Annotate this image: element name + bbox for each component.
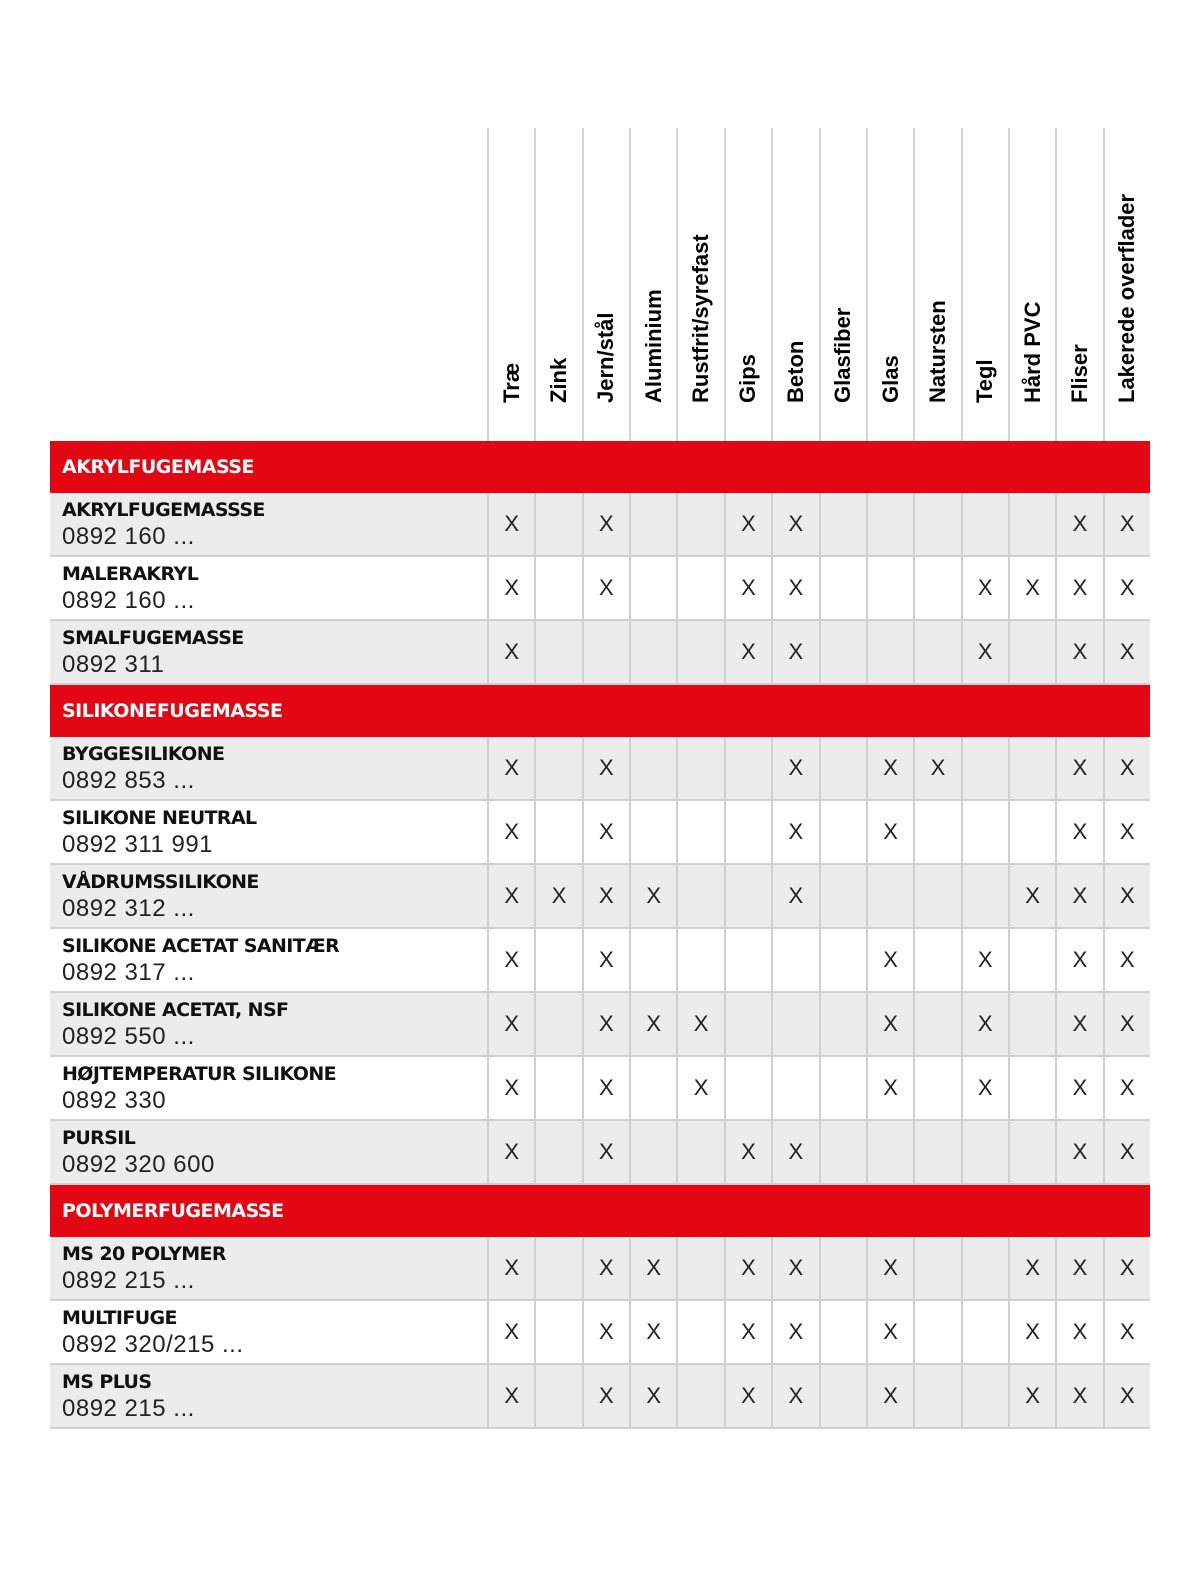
- product-code: 0892 312 ...: [62, 895, 195, 922]
- compat-cell: X: [724, 1365, 771, 1427]
- product-cell: [50, 621, 487, 683]
- compat-cell: [913, 557, 960, 619]
- product-cell: [50, 1301, 487, 1363]
- compat-cell: X: [866, 1057, 913, 1119]
- compat-cell: X: [1103, 929, 1150, 991]
- compat-cell: [913, 1301, 960, 1363]
- compat-cell: X: [487, 557, 534, 619]
- compat-cell: X: [724, 1301, 771, 1363]
- product-name: SMALFUGEMASSE: [62, 627, 244, 649]
- table-row: [50, 929, 1150, 993]
- compat-cell: X: [487, 993, 534, 1055]
- compat-cell: X: [1055, 1365, 1102, 1427]
- compat-cell: X: [582, 1057, 629, 1119]
- compat-cell: X: [487, 737, 534, 799]
- compat-cell: [629, 929, 676, 991]
- compat-cell: X: [1055, 865, 1102, 927]
- compat-cell: [771, 1057, 818, 1119]
- compat-cell: [629, 621, 676, 683]
- compat-cell: X: [1103, 801, 1150, 863]
- compat-cell: [819, 1301, 866, 1363]
- compat-cell: X: [1103, 1121, 1150, 1183]
- compat-cell: X: [1055, 993, 1102, 1055]
- product-code: 0892 160 ...: [62, 587, 195, 614]
- product-name: VÅDRUMSSILIKONE: [62, 871, 259, 893]
- product-cell: [50, 1057, 487, 1119]
- column-header: [913, 128, 960, 441]
- column-header-label: Jern/stål: [593, 312, 619, 403]
- product-name: SILIKONE NEUTRAL: [62, 807, 257, 829]
- compat-cell: [1008, 621, 1055, 683]
- compat-cell: [534, 621, 581, 683]
- compat-cell: [534, 929, 581, 991]
- column-header-label: Beton: [782, 340, 808, 403]
- compat-cell: [534, 1365, 581, 1427]
- compat-cell: X: [676, 993, 723, 1055]
- column-header: [1055, 128, 1102, 441]
- compat-cell: X: [1103, 865, 1150, 927]
- compat-cell: [534, 1301, 581, 1363]
- compat-cell: [629, 1121, 676, 1183]
- product-code: 0892 853 ...: [62, 767, 195, 794]
- column-header: [676, 128, 723, 441]
- column-header-label: Tegl: [972, 359, 998, 403]
- column-header: [724, 128, 771, 441]
- column-header-label: Fliser: [1066, 344, 1092, 403]
- compat-cell: X: [866, 929, 913, 991]
- compat-cell: X: [771, 621, 818, 683]
- compat-cell: [676, 493, 723, 555]
- compat-cell: X: [913, 737, 960, 799]
- compat-cell: [582, 621, 629, 683]
- compat-cell: X: [1055, 557, 1102, 619]
- compat-cell: X: [487, 801, 534, 863]
- compat-cell: [913, 1365, 960, 1427]
- compat-cell: [866, 493, 913, 555]
- compat-cell: X: [1055, 737, 1102, 799]
- product-cell: [50, 1237, 487, 1299]
- compat-cell: [724, 865, 771, 927]
- compat-cell: X: [866, 1237, 913, 1299]
- column-header: [1103, 128, 1150, 441]
- compat-cell: X: [487, 1121, 534, 1183]
- product-code: 0892 320 600: [62, 1151, 215, 1178]
- compat-cell: [1008, 929, 1055, 991]
- compat-cell: X: [771, 1237, 818, 1299]
- compat-cell: X: [1055, 1237, 1102, 1299]
- compat-cell: [724, 737, 771, 799]
- compat-cell: [866, 621, 913, 683]
- compat-cell: X: [771, 1301, 818, 1363]
- product-cell: [50, 737, 487, 799]
- compat-cell: X: [1008, 865, 1055, 927]
- product-name: SILIKONE ACETAT SANITÆR: [62, 935, 340, 957]
- product-code: 0892 160 ...: [62, 523, 195, 550]
- table-row: [50, 993, 1150, 1057]
- compat-cell: [534, 557, 581, 619]
- compat-cell: X: [724, 621, 771, 683]
- compat-cell: [629, 737, 676, 799]
- product-code: 0892 317 ...: [62, 959, 195, 986]
- compat-cell: [676, 621, 723, 683]
- column-header: [771, 128, 818, 441]
- compat-cell: X: [771, 801, 818, 863]
- compat-cell: [676, 1301, 723, 1363]
- compat-cell: X: [724, 1237, 771, 1299]
- compat-cell: X: [961, 621, 1008, 683]
- compat-cell: X: [629, 1237, 676, 1299]
- compat-cell: X: [487, 865, 534, 927]
- column-header: [487, 128, 534, 441]
- column-header-label: Gips: [735, 354, 761, 403]
- compat-cell: [1008, 737, 1055, 799]
- compat-cell: X: [1103, 621, 1150, 683]
- compat-cell: X: [771, 1365, 818, 1427]
- compat-cell: X: [1055, 621, 1102, 683]
- product-name: HØJTEMPERATUR SILIKONE: [62, 1063, 336, 1085]
- product-cell: [50, 1365, 487, 1427]
- compat-cell: X: [961, 1057, 1008, 1119]
- compat-cell: X: [1055, 801, 1102, 863]
- column-header-label: Lakerede overflader: [1114, 193, 1140, 403]
- compat-cell: X: [629, 1365, 676, 1427]
- product-code: 0892 311 991: [62, 831, 214, 858]
- compatibility-table: [50, 128, 1150, 1429]
- product-cell: [50, 865, 487, 927]
- compat-cell: [819, 1121, 866, 1183]
- compat-cell: [724, 1057, 771, 1119]
- compat-cell: [676, 1121, 723, 1183]
- compat-cell: X: [487, 621, 534, 683]
- compat-cell: X: [866, 801, 913, 863]
- product-code: 0892 320/215 ...: [62, 1331, 244, 1358]
- compat-cell: [961, 865, 1008, 927]
- compat-cell: [913, 929, 960, 991]
- table-row: [50, 1057, 1150, 1121]
- compat-cell: [961, 1237, 1008, 1299]
- compat-cell: X: [487, 1365, 534, 1427]
- compat-cell: X: [582, 993, 629, 1055]
- compat-cell: X: [582, 929, 629, 991]
- column-header-label: Træ: [498, 362, 524, 403]
- compat-cell: [961, 737, 1008, 799]
- compat-cell: [819, 865, 866, 927]
- compat-cell: [1008, 993, 1055, 1055]
- compat-cell: X: [629, 993, 676, 1055]
- product-code: 0892 215 ...: [62, 1267, 195, 1294]
- compat-cell: X: [1103, 737, 1150, 799]
- compat-cell: X: [1008, 1237, 1055, 1299]
- compat-cell: X: [1055, 929, 1102, 991]
- compat-cell: [961, 1121, 1008, 1183]
- product-cell: [50, 929, 487, 991]
- table-row: [50, 557, 1150, 621]
- compat-cell: [629, 557, 676, 619]
- compat-cell: X: [1103, 1365, 1150, 1427]
- column-header-label: Rustfrit/syrefast: [688, 234, 714, 403]
- compat-cell: X: [629, 1301, 676, 1363]
- product-name: AKRYLFUGEMASSSE: [62, 499, 265, 521]
- compat-cell: X: [724, 557, 771, 619]
- compat-cell: [819, 801, 866, 863]
- column-header-label: Glas: [877, 355, 903, 403]
- compat-cell: X: [582, 1237, 629, 1299]
- product-code: 0892 330: [62, 1087, 167, 1114]
- table-row: [50, 1237, 1150, 1301]
- compat-cell: X: [724, 493, 771, 555]
- compat-cell: X: [771, 493, 818, 555]
- table-row: [50, 1365, 1150, 1429]
- column-header-label: Zink: [546, 357, 572, 403]
- compat-cell: [534, 1057, 581, 1119]
- column-header: [1008, 128, 1055, 441]
- compat-cell: [534, 1237, 581, 1299]
- product-name: MULTIFUGE: [62, 1307, 177, 1329]
- column-header: [866, 128, 913, 441]
- compat-cell: [819, 493, 866, 555]
- compat-cell: X: [487, 493, 534, 555]
- compat-cell: [771, 993, 818, 1055]
- compat-cell: [724, 993, 771, 1055]
- compat-cell: X: [582, 865, 629, 927]
- table-row: [50, 737, 1150, 801]
- compat-cell: [913, 865, 960, 927]
- compat-cell: X: [1055, 1301, 1102, 1363]
- column-header-label: Natursten: [924, 300, 950, 403]
- compat-cell: [771, 929, 818, 991]
- compat-cell: X: [582, 557, 629, 619]
- compat-cell: [676, 1237, 723, 1299]
- compat-cell: X: [676, 1057, 723, 1119]
- table-row: [50, 865, 1150, 929]
- product-name: MALERAKRYL: [62, 563, 199, 585]
- compat-cell: [913, 993, 960, 1055]
- compat-cell: X: [487, 1237, 534, 1299]
- product-code: 0892 215 ...: [62, 1395, 195, 1422]
- compat-cell: [1008, 801, 1055, 863]
- compat-cell: [866, 557, 913, 619]
- compat-cell: [961, 1365, 1008, 1427]
- table-row: [50, 1121, 1150, 1185]
- compat-cell: [961, 1301, 1008, 1363]
- compat-cell: X: [1055, 1121, 1102, 1183]
- compat-cell: X: [866, 1365, 913, 1427]
- header-spacer: [50, 128, 487, 441]
- compat-cell: [819, 1237, 866, 1299]
- compat-cell: X: [629, 865, 676, 927]
- compat-cell: [629, 1057, 676, 1119]
- product-code: 0892 550 ...: [62, 1023, 195, 1050]
- compat-cell: [819, 557, 866, 619]
- compat-cell: [819, 929, 866, 991]
- product-name: MS 20 POLYMER: [62, 1243, 226, 1265]
- compat-cell: [1008, 1057, 1055, 1119]
- compat-cell: [819, 1057, 866, 1119]
- column-header-label: Glasfiber: [830, 307, 856, 403]
- compat-cell: [1008, 493, 1055, 555]
- compat-cell: [676, 801, 723, 863]
- compat-cell: X: [866, 1301, 913, 1363]
- compat-cell: X: [1103, 1237, 1150, 1299]
- compat-cell: [819, 621, 866, 683]
- compat-cell: [629, 493, 676, 555]
- compat-cell: [724, 929, 771, 991]
- category-header: POLYMERFUGEMASSE: [50, 1185, 1150, 1237]
- column-header-label: Aluminium: [640, 289, 666, 403]
- compat-cell: X: [582, 493, 629, 555]
- product-cell: [50, 801, 487, 863]
- compat-cell: X: [487, 929, 534, 991]
- compat-cell: [819, 737, 866, 799]
- product-name: BYGGESILIKONE: [62, 743, 225, 765]
- table-row: [50, 1301, 1150, 1365]
- compat-cell: X: [866, 993, 913, 1055]
- compat-cell: [676, 557, 723, 619]
- category-header: AKRYLFUGEMASSE: [50, 441, 1150, 493]
- compat-cell: [676, 1365, 723, 1427]
- compat-cell: X: [487, 1057, 534, 1119]
- compat-cell: X: [1055, 1057, 1102, 1119]
- product-name: PURSIL: [62, 1127, 136, 1149]
- compat-cell: [913, 1057, 960, 1119]
- compat-cell: X: [961, 993, 1008, 1055]
- compat-cell: [534, 993, 581, 1055]
- column-header: [961, 128, 1008, 441]
- compat-cell: X: [771, 557, 818, 619]
- compat-cell: X: [771, 865, 818, 927]
- compat-cell: X: [1008, 1301, 1055, 1363]
- compat-cell: [1008, 1121, 1055, 1183]
- product-cell: [50, 1121, 487, 1183]
- compat-cell: X: [1103, 993, 1150, 1055]
- compat-cell: [961, 801, 1008, 863]
- compat-cell: [866, 865, 913, 927]
- compat-cell: X: [1055, 493, 1102, 555]
- table-row: [50, 801, 1150, 865]
- compat-cell: [913, 1237, 960, 1299]
- compat-cell: [534, 737, 581, 799]
- compat-cell: X: [582, 1365, 629, 1427]
- product-code: 0892 311: [62, 651, 165, 678]
- compat-cell: [629, 801, 676, 863]
- compat-cell: X: [1103, 1301, 1150, 1363]
- compat-cell: [913, 621, 960, 683]
- compat-cell: X: [487, 1301, 534, 1363]
- column-header: [534, 128, 581, 441]
- compat-cell: [676, 929, 723, 991]
- compat-cell: [913, 493, 960, 555]
- compat-cell: X: [534, 865, 581, 927]
- product-cell: [50, 993, 487, 1055]
- compat-cell: [534, 1121, 581, 1183]
- compat-cell: X: [961, 557, 1008, 619]
- compat-cell: [676, 737, 723, 799]
- compat-cell: [819, 993, 866, 1055]
- column-header-label: Hård PVC: [1019, 301, 1045, 403]
- product-name: MS PLUS: [62, 1371, 152, 1393]
- table-row: [50, 493, 1150, 557]
- compat-cell: X: [1008, 557, 1055, 619]
- compat-cell: X: [1103, 1057, 1150, 1119]
- compat-cell: [866, 1121, 913, 1183]
- compat-cell: X: [1103, 493, 1150, 555]
- compat-cell: X: [961, 929, 1008, 991]
- compat-cell: [819, 1365, 866, 1427]
- compat-cell: X: [724, 1121, 771, 1183]
- compat-cell: X: [582, 1121, 629, 1183]
- compat-cell: X: [771, 1121, 818, 1183]
- column-header: [819, 128, 866, 441]
- compat-cell: [676, 865, 723, 927]
- product-cell: [50, 493, 487, 555]
- compat-cell: X: [582, 737, 629, 799]
- compat-cell: [913, 801, 960, 863]
- category-header: SILIKONEFUGEMASSE: [50, 685, 1150, 737]
- compat-cell: X: [1008, 1365, 1055, 1427]
- compat-cell: X: [866, 737, 913, 799]
- compat-cell: [961, 493, 1008, 555]
- column-header: [582, 128, 629, 441]
- compat-cell: X: [1103, 557, 1150, 619]
- product-name: SILIKONE ACETAT, NSF: [62, 999, 289, 1021]
- compat-cell: X: [582, 801, 629, 863]
- column-header-row: [50, 128, 1150, 441]
- compat-cell: [534, 801, 581, 863]
- column-header: [629, 128, 676, 441]
- compat-cell: [724, 801, 771, 863]
- compat-cell: X: [582, 1301, 629, 1363]
- compat-cell: [534, 493, 581, 555]
- product-cell: [50, 557, 487, 619]
- compat-cell: X: [771, 737, 818, 799]
- compat-cell: [913, 1121, 960, 1183]
- table-row: [50, 621, 1150, 685]
